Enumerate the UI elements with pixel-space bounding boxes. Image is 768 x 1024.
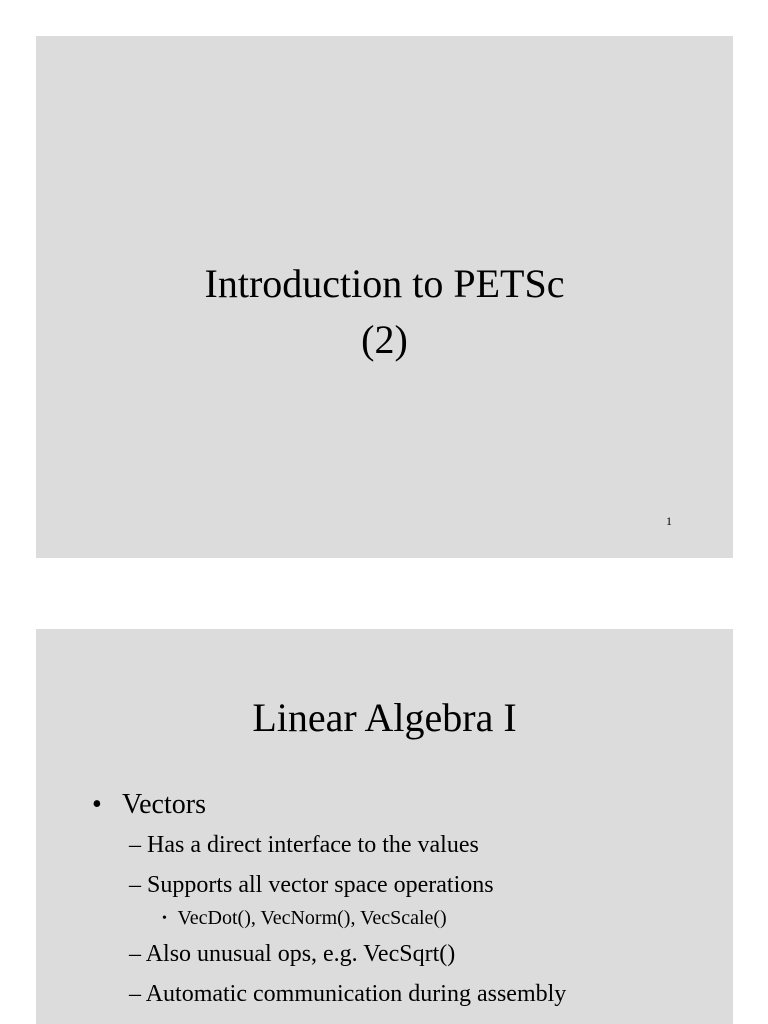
slide-2-bullet-list	[92, 785, 566, 1014]
bullet-text: Vectors	[122, 789, 206, 820]
slide-1-number: 1	[666, 514, 672, 528]
sub-bullet-automatic-communication	[92, 974, 566, 1014]
sub-bullet-text: Automatic communication during assembly	[145, 981, 567, 1007]
sub-sub-bullet-vec-functions	[92, 903, 566, 934]
dash-marker: –	[129, 941, 141, 967]
slide-1-title-line-1: Introduction to PETSc	[204, 261, 565, 306]
sub-bullet-unusual-ops	[92, 934, 566, 974]
slide-1-title	[36, 256, 733, 368]
bullet-marker: •	[92, 789, 102, 820]
slide-1	[36, 36, 733, 558]
bullet-marker: •	[162, 911, 167, 926]
dash-marker: –	[129, 981, 141, 1007]
sub-bullet-text: Supports all vector space operations	[147, 872, 494, 898]
sub-bullet-text: Has a direct interface to the values	[147, 832, 479, 858]
sub-sub-bullet-text: VecDot(), VecNorm(), VecScale()	[177, 907, 447, 929]
slide-2	[36, 629, 733, 1024]
dash-marker: –	[129, 872, 141, 898]
sub-bullet-text: Also unusual ops, e.g. VecSqrt()	[145, 941, 456, 967]
slide-1-title-line-2: (2)	[361, 317, 408, 362]
slide-2-title: Linear Algebra I	[252, 695, 517, 740]
dash-marker: –	[129, 832, 141, 858]
bullet-vectors	[92, 785, 566, 825]
sub-bullet-vector-space-ops	[92, 865, 566, 905]
sub-bullet-direct-interface	[92, 825, 566, 865]
